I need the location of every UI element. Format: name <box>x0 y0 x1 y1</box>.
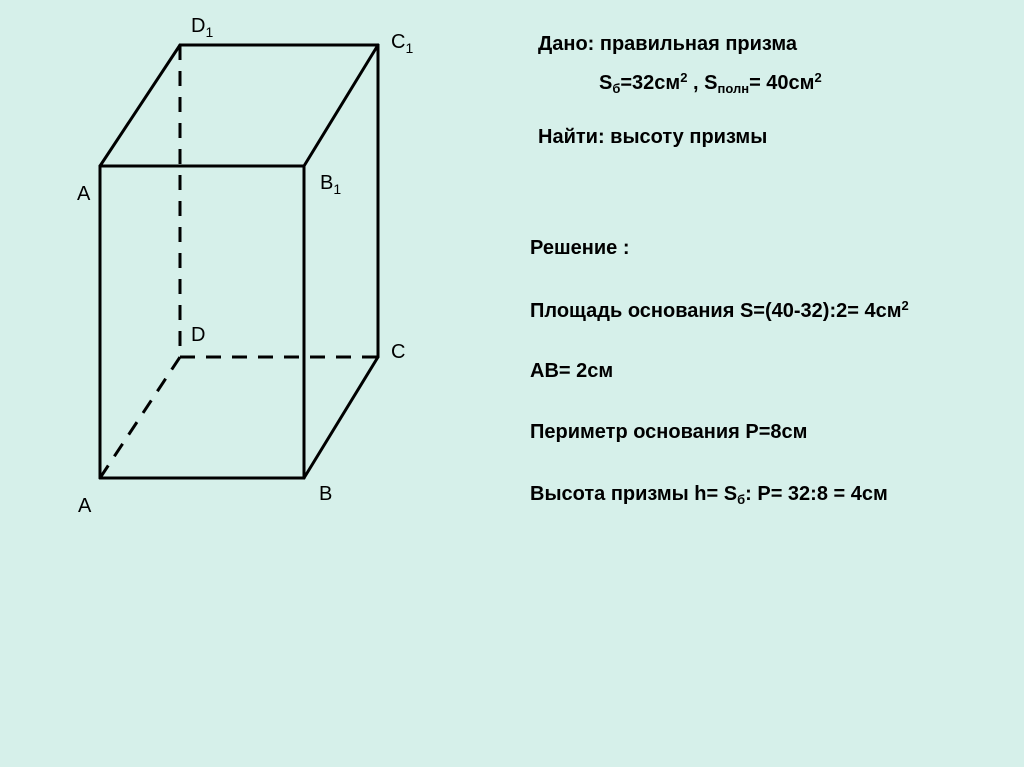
solution-height: Высота призмы $h= S_б$: Р= 32:8 = 4см <box>530 483 888 507</box>
given-title: Дано: правильная призма <box>538 33 798 55</box>
vertex-label-d: D <box>191 324 206 346</box>
vertex-label-a: A <box>78 495 92 517</box>
vertex-label-b1: $B_1$ <box>320 172 342 197</box>
solution-heading: Решение : <box>530 237 630 259</box>
edge-b1-c1 <box>304 45 378 166</box>
edge-b-c <box>304 357 378 478</box>
vertex-label-c: C <box>391 341 406 363</box>
edge-a-d-hidden <box>100 357 180 478</box>
find-statement: Найти: высоту призмы <box>538 126 768 148</box>
solution-perimeter: Периметр основания Р=8см <box>530 421 808 443</box>
given-areas: $S_б=32см^2$ , $S_{полн}= 40см^2$ <box>599 70 822 96</box>
vertex-label-c1: $C_1$ <box>391 31 414 56</box>
solution-base-area: Площадь основания S=(40-32):2= $4см^2$ <box>530 298 909 322</box>
vertex-label-b: B <box>319 483 333 505</box>
solution-ab: АВ= 2см <box>530 360 614 382</box>
vertex-label-a1: A <box>77 183 91 205</box>
edge-d1-a1 <box>100 45 180 166</box>
vertex-label-d1: $D_1$ <box>191 15 214 40</box>
